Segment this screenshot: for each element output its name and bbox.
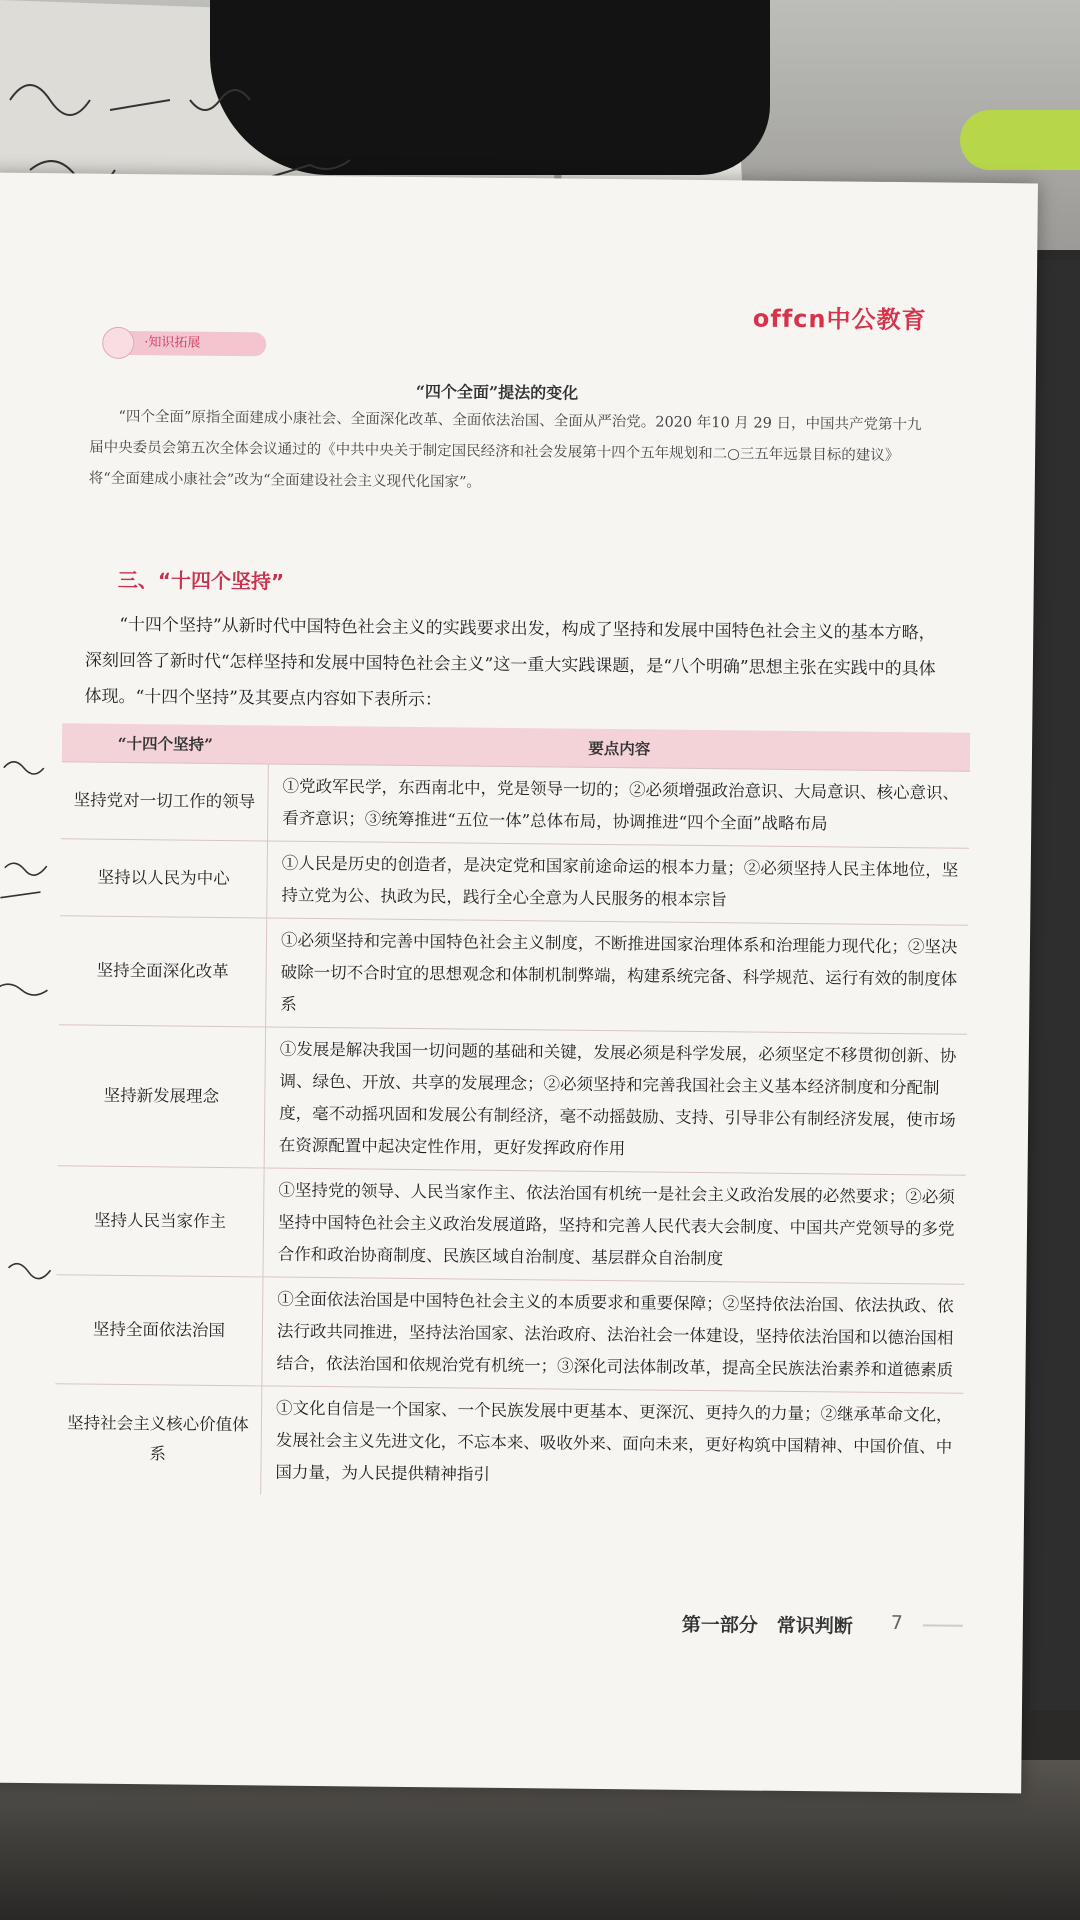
row-value: ①必须坚持和完善中国特色社会主义制度，不断推进国家治理体系和治理能力现代化；②坚决破除一切不合时宜的思想观念和体制机制弊端，构建系统完备、科学规范、运行有效的制度体系 [266, 918, 969, 1034]
row-value: ①人民是历史的创造者，是决定党和国家前途命运的根本力量；②必须坚持人民主体地位，坚持立党为公、执政为民，践行全心全意为人民服务的根本宗旨 [267, 841, 969, 925]
row-key: 坚持新发展理念 [58, 1025, 266, 1168]
handwriting-scribble [0, 40, 480, 190]
row-key: 坚持人民当家作主 [56, 1166, 264, 1277]
green-object [960, 110, 1080, 170]
margin-handwriting [0, 748, 74, 1469]
row-value: ①文化自信是一个国家、一个民族发展中更基本、更深沉、更持久的力量；②继承革命文化，发展社会主义先进文化，不忘本来、吸收外来、面向未来，更好构筑中国精神、中国价值、中国力量，为人民提供精神指引 [261, 1386, 964, 1502]
tip-badge-label: ·知识拓展 [144, 335, 201, 351]
page-number: 7 [890, 1612, 904, 1635]
table-row [54, 1384, 963, 1502]
header-key: “十四个坚持” [62, 723, 269, 764]
table-row [56, 1166, 965, 1285]
note-text: “四个全面”原指全面建成小康社会、全面深化改革、全面依法治国、全面从严治党。2020 年10 月 29 日，中国共产党第十九届中央委员会第五次全体会议通过的《中共中央关于制定国民经济和社会发展第十四个五年规划和二○三五年远景目标的建议》将“全面建成小康社会”改为“全面建设社会主义现代化国家”。 [88, 408, 922, 491]
row-value: ①全面依法治国是中国特色社会主义的本质要求和重要保障；②坚持依法治国、依法执政、依法行政共同推进，坚持法治国家、法治政府、法治社会一体建设，坚持依法治国和以德治国相结合，依法治国和依规治党有机统一；③深化司法体制改革，提高全民族法治素养和道德素质 [262, 1277, 965, 1393]
bulb-icon [102, 327, 134, 359]
table-row [55, 1275, 964, 1394]
row-key: 坚持全面依法治国 [55, 1275, 263, 1386]
note-title: “四个全面”提法的变化 [415, 381, 579, 403]
tip-badge [106, 331, 266, 357]
table-row [60, 839, 969, 926]
row-key: 坚持全面深化改革 [59, 916, 267, 1027]
header-value: 要点内容 [268, 725, 970, 771]
row-key: 坚持社会主义核心价值体系 [54, 1384, 262, 1495]
table-row [61, 762, 970, 849]
fourteen-adherence-table [54, 723, 970, 1501]
brand-logo: offcn中公教育 [752, 304, 927, 335]
intro-paragraph: “十四个坚持”从新时代中国特色社会主义的实践要求出发，构成了坚持和发展中国特色社会主义的基本方略，深刻回答了新时代“怎样坚持和发展中国特色社会主义”这一重大实践课题，是“八个明确”思想主张在实践中的具体体现。“十四个坚持”及其要点内容如下表所示： [84, 614, 936, 711]
table-row [58, 1025, 967, 1176]
row-value: ①坚持党的领导、人民当家作主、依法治国有机统一是社会主义政治发展的必然要求；②必须坚持中国特色社会主义政治发展道路，坚持和完善人民代表大会制度、中国共产党领导的多党合作和政治协商制度、民族区域自治制度、基层群众自治制度 [263, 1168, 966, 1284]
row-key: 坚持以人民为中心 [60, 839, 267, 918]
footer-rule [923, 1624, 963, 1626]
footer-part: 第一部分 常识判断 [681, 1613, 853, 1638]
row-value: ①发展是解决我国一切问题的基础和关键，发展必须是科学发展，必须坚定不移贯彻创新、协调、绿色、开放、共享的发展理念；②必须坚持和完善我国社会主义基本经济制度和分配制度，毫不动摇巩固和发展公有制经济，毫不动摇鼓励、支持、引导非公有制经济发展，使市场在资源配置中起决定性作用，更好发挥政府作用 [264, 1027, 967, 1175]
book-page [0, 173, 1038, 1794]
row-key: 坚持党对一切工作的领导 [61, 762, 268, 841]
table-row [59, 916, 968, 1035]
section-title: 三、“十四个坚持” [117, 567, 285, 594]
right-shadow [1030, 260, 1080, 1710]
row-value: ①党政军民学，东西南北中，党是领导一切的；②必须增强政治意识、大局意识、核心意识、看齐意识；③统筹推进“五位一体”总体布局，协调推进“四个全面”战略布局 [268, 764, 970, 848]
